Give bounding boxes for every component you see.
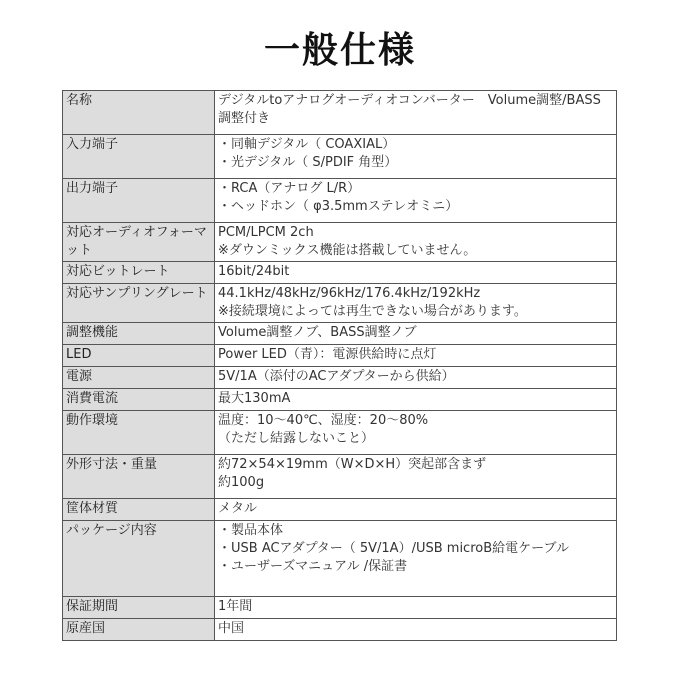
spec-value — [215, 345, 617, 367]
spec-row — [63, 179, 617, 223]
spec-value-line: ・同軸デジタル（ COAXIAL） — [218, 137, 396, 152]
spec-label: 筐体材質 — [63, 499, 215, 521]
spec-row — [63, 91, 617, 135]
spec-value — [215, 223, 617, 262]
spec-value — [215, 597, 617, 619]
spec-row — [63, 367, 617, 389]
spec-label: 原産国 — [63, 619, 215, 641]
spec-value-line: メタル — [218, 501, 258, 516]
spec-value — [215, 284, 617, 323]
spec-label: 外形寸法・重量 — [63, 455, 215, 499]
spec-label: パッケージ内容 — [63, 521, 215, 597]
spec-row — [63, 619, 617, 641]
spec-row — [63, 262, 617, 284]
spec-value — [215, 262, 617, 284]
spec-table — [62, 90, 617, 641]
spec-label: 調整機能 — [63, 323, 215, 345]
spec-label: 出力端子 — [63, 179, 215, 223]
spec-label: 保証期間 — [63, 597, 215, 619]
spec-row — [63, 499, 617, 521]
spec-row — [63, 223, 617, 262]
spec-row — [63, 135, 617, 179]
spec-value-line: 44.1kHz/48kHz/96kHz/176.4kHz/192kHz — [218, 286, 481, 301]
spec-label: 動作環境 — [63, 411, 215, 455]
spec-value-line: 5V/1A（添付のACアダプターから供給） — [218, 369, 455, 384]
spec-label: 消費電流 — [63, 389, 215, 411]
spec-label: LED — [63, 345, 215, 367]
spec-value-line: 約100g — [218, 475, 265, 490]
spec-value — [215, 411, 617, 455]
spec-row — [63, 455, 617, 499]
spec-label: 対応ビットレート — [63, 262, 215, 284]
spec-row — [63, 323, 617, 345]
spec-value-line: ・ユーザーズマニュアル /保証書 — [218, 559, 408, 574]
spec-value — [215, 499, 617, 521]
spec-value-line: ・製品本体 — [218, 523, 284, 538]
spec-value — [215, 389, 617, 411]
spec-value-line: 中国 — [218, 621, 245, 636]
spec-value — [215, 367, 617, 389]
spec-value — [215, 323, 617, 345]
spec-value-line: 約72×54×19mm（W×D×H）突起部含まず — [218, 457, 487, 472]
spec-value-line: ・RCA（アナログ L/R） — [218, 181, 361, 196]
spec-row — [63, 411, 617, 455]
spec-value — [215, 91, 617, 135]
spec-value-line: PCM/LPCM 2ch — [218, 225, 314, 240]
spec-value-line: Volume調整ノブ、BASS調整ノブ — [218, 325, 417, 340]
spec-value-line: デジタルtoアナログオーディオコンバーター Volume調整/BASS調整付き — [218, 93, 601, 126]
spec-value — [215, 619, 617, 641]
spec-label: 対応サンプリングレート — [63, 284, 215, 323]
spec-value-line: 最大130mA — [218, 391, 291, 406]
spec-value — [215, 135, 617, 179]
spec-row — [63, 597, 617, 619]
spec-value-line: （ただし結露しないこと） — [218, 431, 375, 446]
spec-label: 対応オーディオフォーマット — [63, 223, 215, 262]
spec-label: 名称 — [63, 91, 215, 135]
spec-row — [63, 345, 617, 367]
spec-value-line: ※接続環境によっては再生できない場合があります。 — [218, 304, 527, 319]
spec-value-line: Power LED（青）：電源供給時に点灯 — [218, 347, 437, 362]
spec-value — [215, 179, 617, 223]
spec-label: 電源 — [63, 367, 215, 389]
spec-value-line: ・光デジタル（ S/PDIF 角型） — [218, 155, 398, 170]
spec-value-line: ・USB ACアダプター（ 5V/1A）/USB microB給電ケーブル — [218, 541, 569, 556]
spec-value-line: 1年間 — [218, 599, 253, 614]
spec-label: 入力端子 — [63, 135, 215, 179]
spec-value — [215, 455, 617, 499]
spec-row — [63, 284, 617, 323]
page-title: 一般仕様 — [263, 30, 416, 71]
spec-value-line: 温度：10～40℃、湿度：20～80% — [218, 413, 429, 428]
spec-value-line: ※ダウンミックス機能は搭載していません。 — [218, 243, 477, 258]
spec-value-line: 16bit/24bit — [218, 264, 290, 279]
spec-value — [215, 521, 617, 597]
spec-row — [63, 521, 617, 597]
spec-value-line: ・ヘッドホン（ φ3.5mmステレオミニ） — [218, 199, 459, 214]
spec-row — [63, 389, 617, 411]
